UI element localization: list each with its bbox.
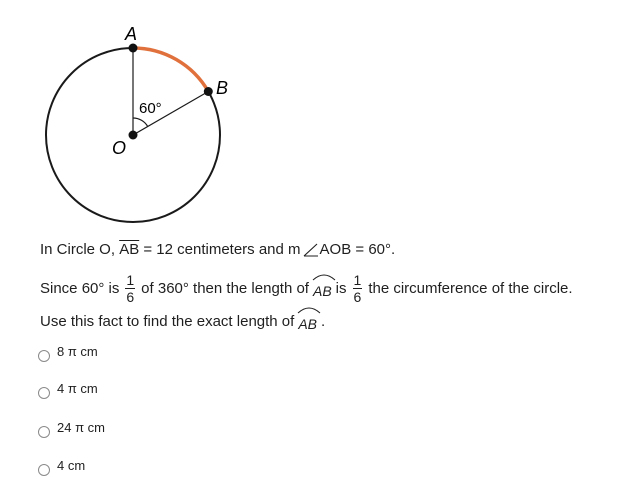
- fraction-denominator: 6: [126, 289, 135, 305]
- segment-ab: $\overline{AB}$: [119, 241, 140, 258]
- fraction-numerator: 1: [353, 272, 362, 288]
- line3-suffix: .: [321, 313, 326, 330]
- choice-label: 4 π cm: [57, 381, 98, 396]
- radio-button[interactable]: [38, 387, 50, 399]
- angle-icon: [303, 243, 319, 257]
- point-a: [129, 44, 138, 53]
- arc-ab-text: AB: [298, 316, 317, 332]
- angle-mark: [133, 118, 148, 127]
- line2-is: is: [335, 279, 347, 297]
- line2-prefix: Since 60° is: [40, 279, 120, 297]
- choice-label: 24 π cm: [57, 420, 105, 435]
- fraction-one-sixth-2: [353, 272, 363, 305]
- question-line-3: [40, 310, 325, 334]
- arc-ab-text: AB: [312, 282, 332, 299]
- radio-button[interactable]: [38, 350, 50, 362]
- line1-mid: = 12 centimeters and m: [139, 241, 301, 258]
- label-a: A: [125, 24, 138, 44]
- fraction-one-sixth: [125, 272, 135, 305]
- radio-button[interactable]: [38, 426, 50, 438]
- arc-ab-label: [313, 277, 332, 301]
- arc-ab: [133, 48, 208, 92]
- line3-prefix: Use this fact to find the exact length of: [40, 313, 295, 330]
- fraction-denominator: 6: [353, 289, 362, 305]
- line1-angle: AOB = 60°.: [319, 241, 396, 258]
- choice-3[interactable]: [38, 422, 105, 438]
- arc-ab-label-2: [298, 310, 317, 334]
- choice-1[interactable]: [38, 346, 98, 362]
- line2-suffix: the circumference of the circle.: [368, 279, 573, 297]
- label-b: B: [216, 78, 229, 98]
- line1-prefix: In Circle O,: [40, 241, 120, 258]
- line2-mid: of 360° then the length of: [141, 279, 309, 297]
- choice-label: 8 π cm: [57, 344, 98, 359]
- question-line-2: [40, 272, 573, 305]
- arc-symbol-icon: [297, 306, 321, 314]
- label-o: O: [112, 138, 127, 158]
- choice-label: 4 cm: [57, 458, 86, 473]
- fraction-numerator: 1: [126, 272, 135, 288]
- point-b: [204, 87, 213, 96]
- arc-symbol-icon: [312, 273, 336, 281]
- angle-label: 60°: [139, 100, 162, 117]
- question-line-1: [40, 240, 395, 260]
- radio-button[interactable]: [38, 464, 50, 476]
- choice-4[interactable]: [38, 460, 85, 476]
- choice-2[interactable]: [38, 383, 98, 399]
- point-o: [129, 131, 138, 140]
- circle-figure: [0, 0, 240, 230]
